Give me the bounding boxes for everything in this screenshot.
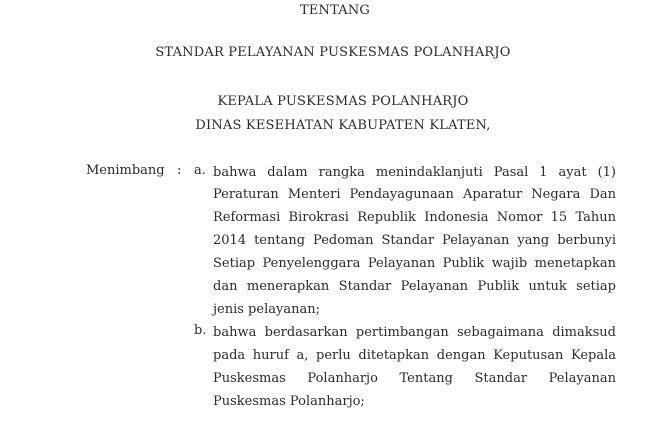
- document-title: STANDAR PELAYANAN PUSKESMAS POLANHARJO: [155, 45, 511, 60]
- issuer-title: KEPALA PUSKESMAS POLANHARJO: [217, 94, 469, 109]
- item-b-line-3: Puskesmas Polanharjo Tentang Standar Pelayanan: [213, 371, 616, 386]
- heading-tentang: TENTANG: [299, 3, 371, 18]
- item-b-line-4: Puskesmas Polanharjo;: [213, 394, 365, 409]
- item-marker-a: a.: [194, 163, 206, 178]
- item-a-line-7: jenis pelayanan;: [213, 302, 320, 317]
- item-a-line-5: Setiap Penyelenggara Pelayanan Publik wajib menetapkan: [213, 256, 616, 271]
- considering-label: Menimbang: [86, 163, 165, 178]
- item-a-line-2: Peraturan Menteri Pendayagunaan Aparatur Negara Dan: [213, 187, 616, 202]
- item-b-line-2: pada huruf a, perlu ditetapkan dengan Keputusan Kepala: [213, 348, 616, 363]
- item-a-line-3: Reformasi Birokrasi Republik Indonesia Nomor 15 Tahun: [213, 210, 616, 225]
- considering-colon: :: [177, 163, 182, 178]
- item-a-line-4: 2014 tentang Pedoman Standar Pelayanan yang berbunyi: [213, 233, 616, 248]
- item-a-line-6: dan menerapkan Standar Pelayanan Publik untuk setiap: [213, 279, 616, 294]
- item-marker-b: b.: [194, 323, 207, 338]
- issuer-agency: DINAS KESEHATAN KABUPATEN KLATEN,: [195, 118, 491, 133]
- item-b-line-1: bahwa berdasarkan pertimbangan sebagaimana dimaksud: [213, 325, 616, 340]
- item-a-line-1: bahwa dalam rangka menindaklanjuti Pasal 1 ayat (1): [213, 165, 616, 180]
